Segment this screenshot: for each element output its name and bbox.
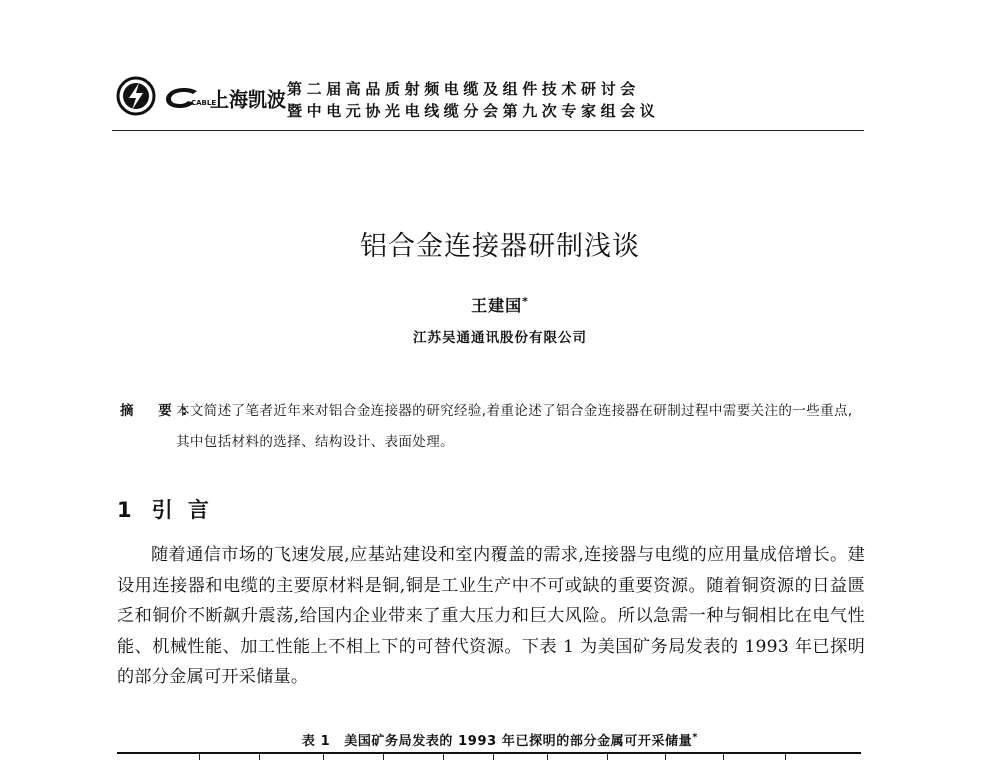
table-column-divider: [547, 754, 548, 760]
conference-header: [112, 72, 864, 132]
author-affiliation: 江苏吴通通讯股份有限公司: [413, 330, 587, 346]
cable-logo-mark-icon: [164, 85, 217, 111]
table-column-divider: [259, 754, 260, 760]
table-column-divider: [323, 754, 324, 760]
table-caption-footnote-mark: *: [692, 732, 699, 743]
company-name: 上海凯波: [210, 88, 287, 112]
abstract-label: 摘 要:: [120, 403, 198, 419]
section-number: 1: [117, 498, 136, 522]
table-column-divider: [723, 754, 724, 760]
section-title: 引 言: [151, 498, 213, 522]
section-heading: [117, 494, 213, 524]
table-column-divider: [493, 754, 494, 760]
table-column-divider: [607, 754, 608, 760]
table-column-divider: [383, 754, 384, 760]
table-column-dividers: [117, 754, 861, 760]
table-column-divider: [785, 754, 786, 760]
paper-author: [0, 293, 1000, 316]
header-divider: [112, 130, 864, 131]
introduction-paragraph: 随着通信市场的飞速发展,应基站建设和室内覆盖的需求,连接器与电缆的应用量成倍增长。建设用连接器和电缆的主要原材料是铜,铜是工业生产中不可或缺的重要资源。随着铜资源的日益匮乏和铜价不断飙升震荡,给国内企业带来了重大压力和巨大风险。所以急需一种与铜相比在电气性能、机械性能、加工性能上不相上下的可替代资源。下表 1 为美国矿务局发表的 1993 年已探明的部分金属可开采储量。: [117, 545, 865, 687]
abstract-text: 本文简述了笔者近年来对铝合金连接器的研究经验,着重论述了铝合金连接器在研制过程中需要关注的一些重点,其中包括材料的选择、结构设计、表面处理。: [176, 403, 853, 450]
conference-title: [287, 78, 659, 122]
table-caption-number: 表 1: [301, 734, 331, 749]
company-emblem-icon: [116, 76, 156, 116]
table-column-divider: [199, 754, 200, 760]
author-name: 王建国: [471, 296, 523, 315]
table-caption-text: 美国矿务局发表的 1993 年已探明的部分金属可开采储量: [344, 734, 693, 749]
table-caption: [0, 730, 1000, 749]
table-column-divider: [443, 754, 444, 760]
conference-title-line-2: 暨中电元协光电线缆分会第九次专家组会议: [287, 102, 660, 120]
paper-title: 铝合金连接器研制浅谈: [360, 231, 640, 262]
company-logo: [164, 82, 286, 114]
table-column-divider: [665, 754, 666, 760]
conference-title-line-1: 第二届高品质射频电缆及组件技术研讨会: [287, 80, 640, 98]
author-footnote-mark: *: [522, 295, 529, 308]
svg-text:CABLE: CABLE: [191, 99, 217, 107]
